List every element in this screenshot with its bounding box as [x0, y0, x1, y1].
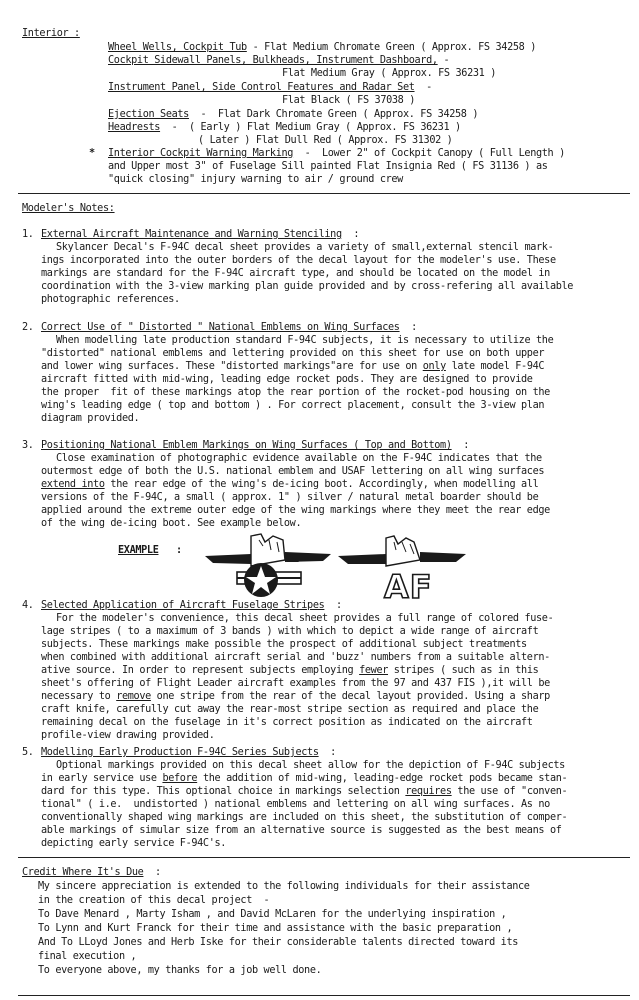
section-4-line: remaining decal on the fuselage in it's correct position as indicated on the aircraft — [41, 717, 533, 728]
credit-heading-tail: : — [143, 867, 161, 878]
section-4-text: one stripe from the rear of the decal layout provided. Using a sharp — [150, 691, 550, 702]
section-1-line: ings incorporated into the outer borders of the decal layout for the modeler's use. These — [41, 255, 556, 266]
section-5-line — [41, 786, 567, 798]
section-5-line: depicting early service F-94C's. — [41, 838, 227, 849]
section-2-text: and lower wing surfaces. These "distorted markings"are for use on — [41, 361, 423, 372]
wheel-wells-label: Wheel Wells, Cockpit Tub — [108, 42, 247, 53]
emblem-lettering: AF — [384, 568, 433, 600]
wheel-wells-value: - Flat Medium Chromate Green ( Approx. FS 34258 ) — [246, 42, 536, 53]
credit-heading-line — [22, 867, 161, 879]
section-3-number: 3. — [22, 440, 34, 451]
section-4-text: stripes ( such as in this — [388, 665, 539, 676]
section-3-emphasis-extend-into: extend into — [41, 479, 105, 490]
section-1-line: Skylancer Decal's F-94C decal sheet provides a variety of small,external stencil mark- — [56, 242, 554, 253]
section-2-number: 2. — [22, 322, 34, 333]
section-5-number: 5. — [22, 747, 34, 758]
sidewall-value: Flat Medium Gray ( Approx. FS 36231 ) — [282, 68, 496, 79]
section-4-line — [41, 665, 538, 677]
headrests-value-later: ( Later ) Flat Dull Red ( Approx. FS 31302 ) — [198, 135, 453, 146]
credit-line: final execution , — [38, 951, 137, 962]
headrests-line — [108, 122, 461, 134]
section-3-line: outermost edge of both the U.S. national emblem and USAF lettering on all wing surfaces — [41, 466, 545, 477]
section-5-emphasis-requires: requires — [405, 786, 452, 797]
section-4-line: lage stripes ( to a maximum of 3 bands ) with which to depict a wide range of aircraft — [41, 626, 539, 637]
section-4-title-line — [41, 600, 342, 612]
section-1-title-line — [41, 229, 359, 241]
section-5-line: tional" ( i.e. undistorted ) national emblems and lettering on all wing surfaces. As no — [41, 799, 550, 810]
credit-line: My sincere appreciation is extended to the following individuals for their assistance — [38, 881, 530, 892]
section-3-line: Close examination of photographic evidence available on the F-94C indicates that the — [56, 453, 542, 464]
star-emblem-icon — [203, 532, 333, 600]
section-1-line: markings are standard for the F-94C aircraft type, and should be located on the model in — [41, 268, 550, 279]
section-3-title-tail: : — [451, 440, 469, 451]
section-5-emphasis-before: before — [162, 773, 198, 784]
section-1-line: photographic references. — [41, 294, 180, 305]
warning-star: * — [89, 148, 95, 159]
section-3-line: of the wing de-icing boot. See example below. — [41, 518, 302, 529]
af-lettering-emblem-icon — [336, 532, 468, 600]
section-1-title: External Aircraft Maintenance and Warning Stenciling — [41, 229, 342, 240]
section-2-line: "distorted" national emblems and lettering provided on this sheet for use on both upper — [41, 348, 545, 359]
section-4-line: For the modeler's convenience, this decal sheet provides a full range of colored fuse- — [56, 613, 554, 624]
section-1-line: coordination with the 3-view marking plan guide provided and by cross-refering all available — [41, 281, 574, 292]
ejection-value: - Flat Dark Chromate Green ( Approx. FS 34258 ) — [188, 109, 479, 120]
interior-heading: Interior : — [22, 28, 80, 39]
instrument-label: Instrument Panel, Side Control Features and Radar Set — [108, 82, 415, 93]
section-3-text: the rear edge of the wing's de-icing boot. Accordingly, when modelling all — [104, 479, 539, 490]
credit-line: To Lynn and Kurt Franck for their time and assistance with the basic preparation , — [38, 923, 513, 934]
sidewall-line — [108, 55, 449, 67]
section-4-title: Selected Application of Aircraft Fuselage Stripes — [41, 600, 325, 611]
section-5-title-tail: : — [318, 747, 336, 758]
section-3-title: Positioning National Emblem Markings on Wing Surfaces ( Top and Bottom) — [41, 440, 452, 451]
credit-heading: Credit Where It's Due — [22, 867, 144, 878]
credit-line: And To LLoyd Jones and Herb Iske for their considerable talents directed toward its — [38, 937, 519, 948]
section-4-title-tail: : — [324, 600, 342, 611]
divider-bottom — [18, 857, 630, 858]
section-4-text: necessary to — [41, 691, 117, 702]
instrument-tail: - — [414, 82, 432, 93]
section-2-line: aircraft fitted with mid-wing, leading edge rocket pods. They are designed to provide — [41, 374, 533, 385]
warning-line — [108, 148, 565, 160]
section-2-line: the proper fit of these markings atop the rear portion of the rocket-pod housing on the — [41, 387, 550, 398]
warning-line-1: - Lower 2" of Cockpit Canopy ( Full Length ) — [293, 148, 565, 159]
section-5-text: in early service use — [41, 773, 163, 784]
section-4-line — [41, 691, 550, 703]
section-2-line: diagram provided. — [41, 413, 140, 424]
section-4-line: craft knife, carefully cut away the rear-most stripe section as required and place the — [41, 704, 539, 715]
instrument-line — [108, 82, 432, 94]
section-2-emphasis-only: only — [422, 361, 446, 372]
ejection-line — [108, 109, 478, 121]
headrests-value-early: - ( Early ) Flat Medium Gray ( Approx. FS 36231 ) — [160, 122, 461, 133]
section-3-title-line — [41, 440, 469, 452]
section-5-text: dard for this type. This optional choice in markings selection — [41, 786, 406, 797]
modelers-notes-heading: Modeler's Notes: — [22, 203, 115, 214]
section-5-text: the addition of mid-wing, leading-edge rocket pods became stan- — [197, 773, 568, 784]
section-2-text: late model F-94C — [445, 361, 545, 372]
section-4-text: ative source. In order to represent subjects employing — [41, 665, 360, 676]
section-5-line: conventionally shaped wing markings are included on this sheet, the substitution of comper- — [41, 812, 568, 823]
credit-line: in the creation of this decal project - — [38, 895, 270, 906]
example-label: EXAMPLE — [118, 545, 159, 556]
wheel-wells-line — [108, 42, 536, 54]
headrests-label: Headrests — [108, 122, 161, 133]
section-5-title-line — [41, 747, 336, 759]
section-2-title-tail: : — [399, 322, 417, 333]
section-4-line: profile-view drawing provided. — [41, 730, 215, 741]
sidewall-tail: - — [437, 55, 450, 66]
section-2-line — [41, 361, 544, 373]
section-4-number: 4. — [22, 600, 34, 611]
section-4-line: when combined with additional aircraft serial and 'buzz' numbers from a suitable altern- — [41, 652, 550, 663]
section-3-line: versions of the F-94C, a small ( approx. 1" ) silver / natural metal boarder should be — [41, 492, 539, 503]
instrument-value: Flat Black ( FS 37038 ) — [282, 95, 416, 106]
section-2-title-line — [41, 322, 417, 334]
example-colon: : — [176, 545, 182, 556]
section-4-emphasis-fewer: fewer — [359, 665, 389, 676]
section-5-text: the use of "conven- — [451, 786, 568, 797]
section-5-line: Optional markings provided on this decal sheet allow for the depiction of F-94C subjects — [56, 760, 565, 771]
warning-line-2: and Upper most 3" of Fuselage Sill painted Flat Insignia Red ( FS 31136 ) as — [108, 161, 548, 172]
section-5-title: Modelling Early Production F-94C Series Subjects — [41, 747, 319, 758]
section-4-line: sheet's offering of Flight Leader aircraft examples from the 97 and 437 FIS ),it will be — [41, 678, 550, 689]
warning-line-3: "quick closing" injury warning to air / ground crew — [108, 174, 403, 185]
section-3-line: applied around the extreme outer edge of the wing markings where they meet the rear edge — [41, 505, 550, 516]
section-1-number: 1. — [22, 229, 34, 240]
section-5-line — [41, 773, 567, 785]
section-2-title: Correct Use of " Distorted " National Emblems on Wing Surfaces — [41, 322, 400, 333]
credit-line: To everyone above, my thanks for a job well done. — [38, 965, 322, 976]
section-2-line: wing's leading edge ( top and bottom ) . For correct placement, consult the 3-view plan — [41, 400, 545, 411]
divider-page-end — [18, 995, 630, 996]
divider-top — [18, 193, 630, 194]
credit-line: To Dave Menard , Marty Isham , and David McLaren for the underlying inspiration , — [38, 909, 507, 920]
section-4-emphasis-remove: remove — [116, 691, 151, 702]
section-5-line: able markings of simular size from an alternative source is suggested as the best means of — [41, 825, 562, 836]
section-4-line: subjects. These markings make possible the prospect of additional subject treatments — [41, 639, 527, 650]
section-1-title-tail: : — [341, 229, 360, 240]
warning-label: Interior Cockpit Warning Marking — [108, 148, 294, 159]
sidewall-label: Cockpit Sidewall Panels, Bulkheads, Instrument Dashboard, — [108, 55, 438, 66]
ejection-label: Ejection Seats — [108, 109, 189, 120]
section-2-line: When modelling late production standard F-94C subjects, it is necessary to utilize the — [56, 335, 554, 346]
section-3-line — [41, 479, 538, 491]
